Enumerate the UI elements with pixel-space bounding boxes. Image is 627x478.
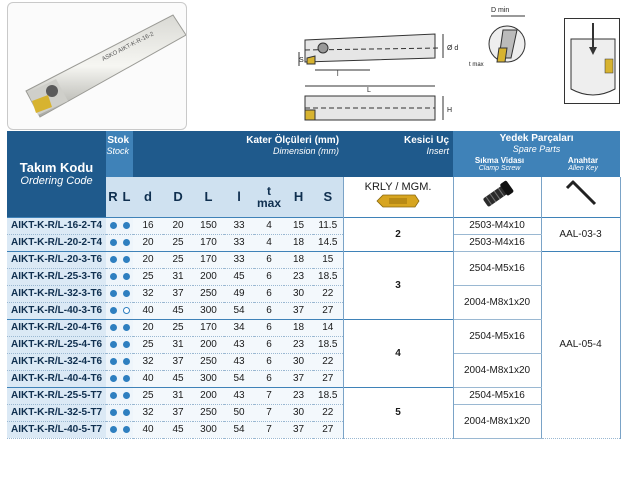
header-clamp-tr: Sıkma Vidası (474, 156, 525, 165)
stock-dot-icon (123, 426, 130, 433)
stock-l (120, 302, 133, 319)
dim-l2: 200 (193, 387, 224, 404)
dim-l2: 300 (193, 421, 224, 438)
stock-r (106, 421, 120, 438)
dim-d: 20 (133, 234, 163, 251)
dim-t: 6 (254, 319, 284, 336)
dim-s: 27 (313, 370, 343, 387)
header-dims-en: Dimension (mm) (273, 146, 340, 156)
tool-holder-photo (7, 2, 187, 130)
dim-s: 11.5 (313, 217, 343, 234)
dim-h: 18 (284, 234, 313, 251)
dim-d: 45 (163, 370, 193, 387)
dim-d: 20 (163, 217, 193, 234)
table-row (7, 251, 620, 268)
stock-r (106, 234, 120, 251)
header-insert-tr: Kesici Uç (404, 135, 450, 146)
ordering-code: AIKT-K-R/L-20-3-T6 (7, 251, 106, 268)
stock-l (120, 336, 133, 353)
header-spare-en: Spare Parts (512, 144, 561, 154)
col-max: max (257, 195, 282, 210)
stock-l (120, 319, 133, 336)
stock-l (120, 285, 133, 302)
col-s: S (313, 177, 343, 217)
header-insert-en: Insert (426, 146, 450, 156)
dim-l2: 170 (193, 319, 224, 336)
stock-r (106, 251, 120, 268)
stock-l (120, 268, 133, 285)
ordering-code: AIKT-K-R/L-16-2-T4 (7, 217, 106, 234)
stock-dot-icon (123, 375, 130, 382)
label-h: H (447, 107, 453, 114)
dim-d: 20 (133, 251, 163, 268)
dim-s: 27 (313, 421, 343, 438)
clamp-detail-drawing (564, 18, 620, 104)
label-dmin: D min (491, 7, 510, 14)
stock-dot-icon (110, 392, 117, 399)
dim-h: 30 (284, 285, 313, 302)
stock-dot-icon (123, 256, 130, 263)
stock-dot-icon (110, 426, 117, 433)
stock-dot-icon (110, 409, 117, 416)
dim-t: 4 (254, 217, 284, 234)
dim-d: 40 (133, 421, 163, 438)
table-row (7, 353, 620, 370)
clamp-screw: 2504-M5x16 (453, 251, 541, 285)
stock-dot-icon (110, 307, 117, 314)
header-key-tr: Anahtar (567, 156, 599, 165)
insert-caption: KRLY / MGM. (364, 181, 432, 194)
dim-h: 37 (284, 370, 313, 387)
stock-dot-icon (110, 256, 117, 263)
screw-preview (453, 177, 541, 217)
dim-d: 37 (163, 404, 193, 421)
table-row (7, 285, 620, 302)
clamp-screw: 2504-M5x16 (453, 387, 541, 404)
stock-r (106, 302, 120, 319)
dim-t: 4 (254, 234, 284, 251)
ordering-code: AIKT-K-R/L-32-4-T6 (7, 353, 106, 370)
dim-d: 37 (163, 285, 193, 302)
label-tmax: t max (469, 62, 484, 68)
dim-l: 43 (224, 353, 254, 370)
dim-l: 49 (224, 285, 254, 302)
stock-l (120, 421, 133, 438)
col-tmax (254, 177, 284, 217)
dim-l2: 200 (193, 336, 224, 353)
dim-l: 33 (224, 217, 254, 234)
label-s: S (299, 57, 304, 64)
stock-dot-icon (123, 273, 130, 280)
dim-d: 45 (163, 302, 193, 319)
col-d-max: D (163, 177, 193, 217)
dim-l: 54 (224, 421, 254, 438)
clamp-screw: 2004-M8x1x20 (453, 285, 541, 319)
dim-s: 22 (313, 285, 343, 302)
dim-s: 18.5 (313, 387, 343, 404)
dim-l: 33 (224, 251, 254, 268)
header-code-en: Ordering Code (20, 175, 93, 188)
stock-r (106, 387, 120, 404)
header-insert (343, 131, 453, 177)
clamp-screw: 2004-M8x1x20 (453, 353, 541, 387)
table-row (7, 234, 620, 251)
ordering-code: AIKT-K-R/L-32-5-T7 (7, 404, 106, 421)
dim-l2: 150 (193, 217, 224, 234)
dim-h: 30 (284, 353, 313, 370)
dim-l2: 250 (193, 285, 224, 302)
stock-l (120, 234, 133, 251)
ordering-code: AIKT-K-R/L-25-5-T7 (7, 387, 106, 404)
stock-dot-icon (110, 324, 117, 331)
col-r: R (106, 177, 120, 217)
dim-h: 37 (284, 421, 313, 438)
dim-d: 40 (133, 370, 163, 387)
dim-d: 31 (163, 268, 193, 285)
dim-d: 32 (133, 353, 163, 370)
stock-dot-icon (123, 324, 130, 331)
dim-t: 6 (254, 285, 284, 302)
stock-dot-icon (123, 290, 130, 297)
header-dimensions (133, 131, 343, 177)
dim-l2: 170 (193, 234, 224, 251)
dim-t: 6 (254, 268, 284, 285)
dim-t: 6 (254, 336, 284, 353)
dim-d: 16 (133, 217, 163, 234)
label-d: Ø d (447, 45, 459, 52)
dim-l: 43 (224, 336, 254, 353)
dim-t: 7 (254, 387, 284, 404)
dim-h: 15 (284, 217, 313, 234)
dim-l: 43 (224, 387, 254, 404)
dim-h: 23 (284, 268, 313, 285)
dim-s: 22 (313, 353, 343, 370)
stock-dot-icon (123, 222, 130, 229)
dim-h: 37 (284, 302, 313, 319)
dim-s: 18.5 (313, 268, 343, 285)
table-row (7, 217, 620, 234)
specification-table (7, 131, 621, 439)
table-row (7, 319, 620, 336)
stock-dot-icon (123, 392, 130, 399)
dim-d: 25 (133, 268, 163, 285)
col-l-small: l (224, 177, 254, 217)
stock-dot-icon (123, 307, 130, 314)
col-t: t (267, 183, 272, 198)
allen-key: AAL-05-4 (541, 251, 620, 438)
header-spare-tr: Yedek Parçaları (499, 133, 574, 144)
svg-text:ASKO AIKT-K-R-16-2: ASKO AIKT-K-R-16-2 (101, 31, 156, 63)
dim-h: 23 (284, 336, 313, 353)
stock-dot-icon (123, 239, 130, 246)
insert-size: 3 (343, 251, 453, 319)
allen-key-icon (563, 178, 599, 212)
clamp-screw: 2503-M4x16 (453, 234, 541, 251)
table-row (7, 404, 620, 421)
header-stock (106, 131, 133, 177)
dim-d: 25 (133, 387, 163, 404)
header-key-en: Allen Key (568, 165, 598, 172)
dim-t: 6 (254, 251, 284, 268)
clamp-screw: 2503-M4x10 (453, 217, 541, 234)
stock-r (106, 336, 120, 353)
header-stock-tr: Stok (107, 135, 130, 146)
ordering-code: AIKT-K-R/L-40-3-T6 (7, 302, 106, 319)
stock-dot-icon (110, 290, 117, 297)
ordering-code: AIKT-K-R/L-25-3-T6 (7, 268, 106, 285)
stock-dot-icon (110, 375, 117, 382)
dim-d: 40 (133, 302, 163, 319)
allen-key: AAL-03-3 (541, 217, 620, 251)
col-d: d (133, 177, 163, 217)
dim-l2: 170 (193, 251, 224, 268)
ordering-code: AIKT-K-R/L-32-3-T6 (7, 285, 106, 302)
ordering-code: AIKT-K-R/L-25-4-T6 (7, 336, 106, 353)
dim-l2: 250 (193, 404, 224, 421)
stock-r (106, 370, 120, 387)
dim-d: 25 (163, 251, 193, 268)
dim-t: 6 (254, 353, 284, 370)
stock-dot-icon (110, 222, 117, 229)
dim-t: 6 (254, 370, 284, 387)
dim-t: 6 (254, 302, 284, 319)
insert-size: 4 (343, 319, 453, 387)
header-code-tr: Takım Kodu (19, 160, 94, 176)
screw-icon (477, 178, 517, 212)
dim-h: 18 (284, 251, 313, 268)
header-stock-en: Stock (106, 146, 130, 156)
stock-l (120, 370, 133, 387)
table-row (7, 387, 620, 404)
stock-dot-icon (123, 341, 130, 348)
label-l-large: L (367, 87, 371, 94)
dim-d: 25 (133, 336, 163, 353)
dim-t: 7 (254, 421, 284, 438)
header-clamp-en: Clamp Screw (478, 165, 521, 172)
label-l-small: l (337, 71, 339, 78)
stock-dot-icon (110, 273, 117, 280)
dim-l2: 250 (193, 353, 224, 370)
dim-l2: 200 (193, 268, 224, 285)
dim-d: 20 (133, 319, 163, 336)
dim-d: 31 (163, 336, 193, 353)
dim-l2: 300 (193, 302, 224, 319)
dim-d: 32 (133, 285, 163, 302)
dim-s: 22 (313, 404, 343, 421)
dim-h: 23 (284, 387, 313, 404)
insert-icon (375, 193, 421, 209)
header-spare-parts (453, 131, 620, 177)
dim-l: 54 (224, 370, 254, 387)
stock-dot-icon (110, 358, 117, 365)
stock-l (120, 387, 133, 404)
dim-s: 27 (313, 302, 343, 319)
clamp-screw: 2004-M8x1x20 (453, 404, 541, 438)
stock-l (120, 353, 133, 370)
ordering-code: AIKT-K-R/L-20-2-T4 (7, 234, 106, 251)
stock-l (120, 217, 133, 234)
dim-l2: 300 (193, 370, 224, 387)
stock-r (106, 353, 120, 370)
stock-r (106, 319, 120, 336)
col-length: L (193, 177, 224, 217)
clamp-screw: 2504-M5x16 (453, 319, 541, 353)
header-dims-tr: Kater Ölçüleri (mm) (246, 135, 340, 146)
stock-l (120, 404, 133, 421)
ordering-code: AIKT-K-R/L-40-5-T7 (7, 421, 106, 438)
stock-l (120, 251, 133, 268)
dim-d: 31 (163, 387, 193, 404)
stock-dot-icon (110, 239, 117, 246)
col-h: H (284, 177, 313, 217)
insert-size: 5 (343, 387, 453, 438)
ordering-code: AIKT-K-R/L-40-4-T6 (7, 370, 106, 387)
stock-r (106, 404, 120, 421)
stock-r (106, 285, 120, 302)
insert-size: 2 (343, 217, 453, 251)
dim-l: 54 (224, 302, 254, 319)
dim-d: 37 (163, 353, 193, 370)
dim-h: 18 (284, 319, 313, 336)
dim-d: 25 (163, 234, 193, 251)
dim-l: 45 (224, 268, 254, 285)
dim-s: 18.5 (313, 336, 343, 353)
col-l-stock: L (120, 177, 133, 217)
dim-t: 7 (254, 404, 284, 421)
tool-holder-illustration (8, 3, 187, 130)
dim-s: 14 (313, 319, 343, 336)
stock-dot-icon (110, 341, 117, 348)
dim-d: 45 (163, 421, 193, 438)
dim-l: 50 (224, 404, 254, 421)
ordering-code: AIKT-K-R/L-20-4-T6 (7, 319, 106, 336)
stock-dot-icon (123, 358, 130, 365)
dim-s: 14.5 (313, 234, 343, 251)
stock-dot-icon (123, 409, 130, 416)
header-ordering-code (7, 131, 106, 217)
key-preview (541, 177, 620, 217)
dim-h: 30 (284, 404, 313, 421)
dim-l: 34 (224, 319, 254, 336)
dim-l: 33 (224, 234, 254, 251)
dim-d: 32 (133, 404, 163, 421)
insert-preview (343, 177, 453, 217)
dim-s: 15 (313, 251, 343, 268)
dim-d: 25 (163, 319, 193, 336)
stock-r (106, 217, 120, 234)
stock-r (106, 268, 120, 285)
